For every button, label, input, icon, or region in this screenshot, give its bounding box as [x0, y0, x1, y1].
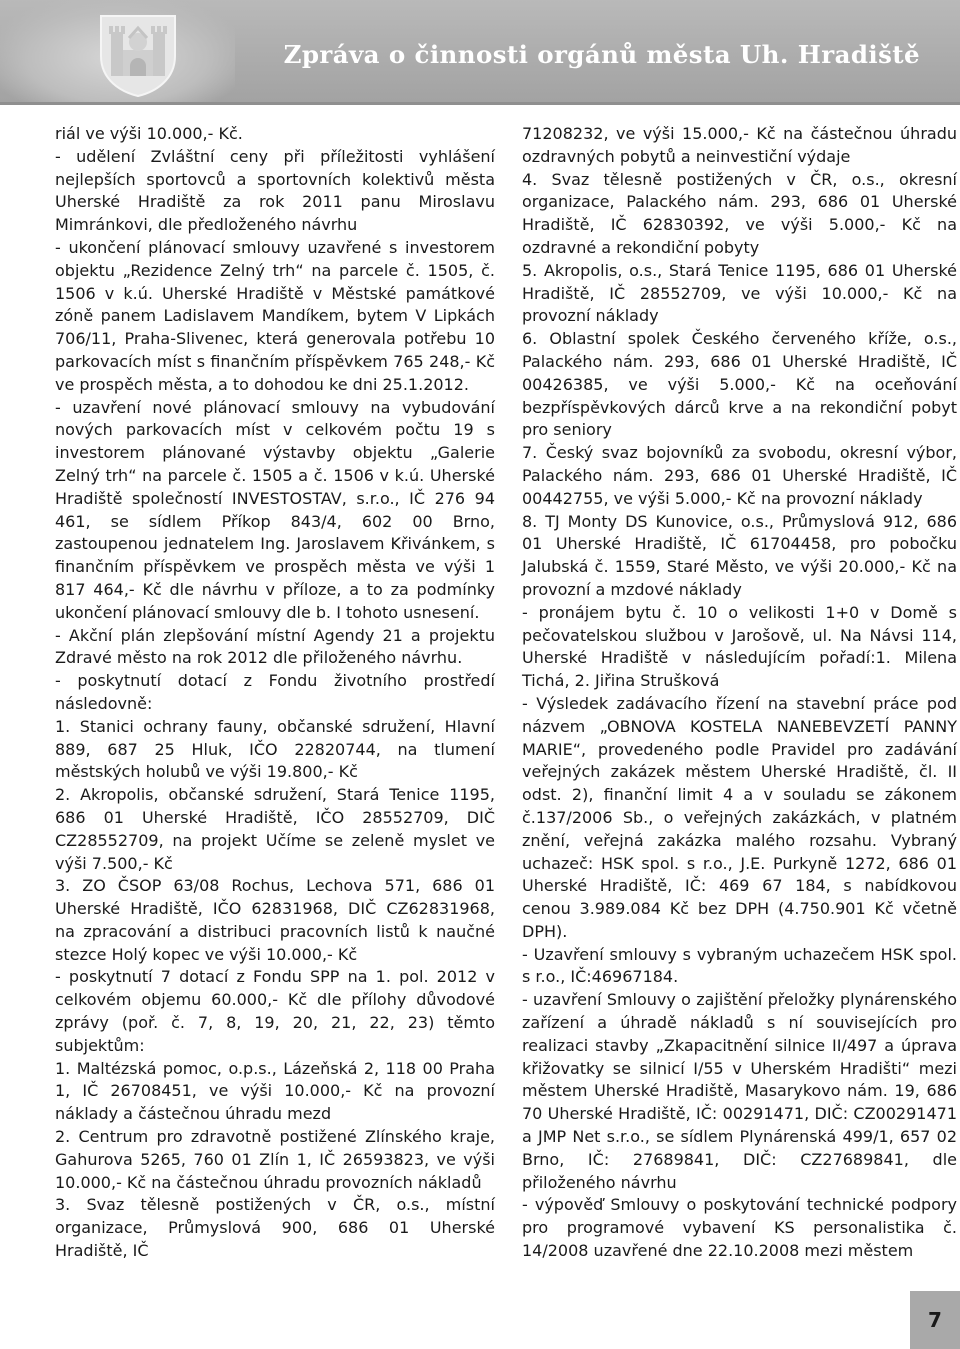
paragraph: - ukončení plánovací smlouvy uzavřené s investorem objektu „Rezidence Zelný trh“ na parcele č. 1505, č. 1506 v k.ú. Uherské Hradiště v Městské památkové zóně panem Ladislavem Mandíkem, bytem V Lipkách 706/11, Praha-Slivenec, která generovala potřebu 10 parkovacích míst s finančním příspěvkem 765 248,- Kč ve prospěch města, a to dohodou ke dni 25.1.2012. — [55, 237, 495, 394]
right-column — [522, 123, 957, 1263]
paragraph: 8. TJ Monty DS Kunovice, o.s., Průmyslová 912, 686 01 Uherské Hradiště, IČ 61704458, pro pobočku Jalubská č. 1559, Staré Město, ve výši 20.000,- Kč na provozní a mzdové náklady — [522, 511, 957, 599]
page-title: Zpráva o činnosti orgánů města Uh. Hradiště — [283, 40, 920, 69]
paragraph: 3. ZO ČSOP 63/08 Rochus, Lechova 571, 686 01 Uherské Hradiště, IČO 62831968, DIČ CZ62831968, na zpracování a distribuci pracovních listů k naučné stezce Holý kopec ve výši 10.000,- Kč — [55, 876, 495, 964]
paragraph: 2. Akropolis, občanské sdružení, Stará Tenice 1195, 686 01 Uherské Hradiště, IČO 28552709, DIČ CZ28552709, na projekt Učíme se zeleně myslet ve výši 7.500,- Kč — [55, 785, 495, 873]
paragraph: - uzavření Smlouvy o zajištění přeložky plynárenského zařízení a úhradě nákladů s ní souvisejících pro realizaci stavby „Zkapacitnění silnice II/497 a úprava křižovatky se silnicí I/55 v Uherském Hradišti“ mezi městem Uherské Hradiště, Masarykovo nám. 19, 686 70 Uherské Hradiště, IČ: 00291471, DIČ: CZ00291471 a JMP Net s.r.o., se sídlem Plynárenská 499/1, 657 02 Brno, IČ: 27689841, DIČ: CZ27689841, dle přiloženého návrhu — [522, 990, 957, 1192]
paragraph: - výpověď Smlouvy o poskytování technické podpory pro programové vybavení KS personalistika č. 14/2008 uzavřené dne 22.10.2008 mezi městem — [522, 1195, 957, 1261]
paragraph: 1. Stanici ochrany fauny, občanské sdružení, Hlavní 889, 687 25 Hluk, IČO 22820744, na tlumení městských holubů ve výši 19.800,- Kč — [55, 716, 495, 782]
paragraph: 71208232, ve výši 15.000,- Kč na částečnou úhradu ozdravných pobytů a neinvestiční výdaje — [522, 124, 957, 166]
paragraph: 5. Akropolis, o.s., Stará Tenice 1195, 686 01 Uherské Hradiště, IČ 28552709, ve výši 10.000,- Kč na provozní náklady — [522, 260, 957, 326]
paragraph: 2. Centrum pro zdravotně postižené Zlínského kraje, Gahurova 5265, 760 01 Zlín 1, IČ 26593823, ve výši 10.000,- Kč na částečnou úhradu provozních nákladů — [55, 1127, 495, 1192]
paragraph: 7. Český svaz bojovníků za svobodu, okresní výbor, Palackého nám. 293, 686 01 Uherské Hradiště, IČ 00442755, ve výši 5.000,- Kč na provozní náklady — [522, 443, 957, 508]
paragraph: 3. Svaz tělesně postižených v ČR, o.s., místní organizace, Průmyslová 900, 686 01 Uherské Hradiště, IČ — [55, 1195, 495, 1261]
paragraph: riál ve výši 10.000,- Kč. — [55, 124, 243, 143]
page-header — [0, 0, 960, 105]
paragraph: - poskytnutí dotací z Fondu životního prostředí následovně: — [55, 671, 495, 713]
paragraph: 4. Svaz tělesně postižených v ČR, o.s., okresní organizace, Palackého nám. 293, 686 01 Uherské Hradiště, IČ 62830392, ve výši 5.000,- Kč na ozdravné a rekondiční pobyty — [522, 169, 957, 257]
left-column — [55, 123, 495, 1263]
paragraph: - Výsledek zadávacího řízení na stavební práce pod názvem „OBNOVA KOSTELA NANEBEVZETÍ PANNY MARIE“, provedeného podle Pravidel pro zadávání veřejných zakázek městem Uherské Hradiště, čl. II odst. 2), finanční limit 4 a v souladu se zákonem č.137/2006 Sb., o veřejných zakázkách, v platném znění, veřejná zakázka malého rozsahu. Vybraný uchazeč: HSK spol. s r.o., J.E. Purkyně 1272, 686 01 Uherské Hradiště, IČ: 469 67 184, s nabídkovou cenou 3.989.084 Kč bez DPH (4.750.901 Kč včetně DPH). — [522, 693, 957, 941]
paragraph: - udělení Zvláštní ceny při příležitosti vyhlášení nejlepších sportovců a sportovních kolektivů města Uherské Hradiště za rok 2011 panu Miroslavu Mimránkovi, dle předloženého návrhu — [55, 146, 495, 235]
paragraph: - Uzavření smlouvy s vybraným uchazečem HSK spol. s r.o., IČ:46967184. — [522, 944, 957, 987]
town-coat-of-arms-icon — [95, 10, 181, 98]
paragraph: - pronájem bytu č. 10 o velikosti 1+0 v Domě s pečovatelskou službou v Jarošově, ul. Na Návsi 114, Uherské Hradiště v následujícím pořadí:1. Milena Tichá, 2. Jiřina Strušková — [522, 602, 957, 691]
paragraph: 6. Oblastní spolek Českého červeného kříže, o.s., Palackého nám. 293, 686 01 Uherské Hradiště, IČ 00426385, ve výši 5.000,- Kč na oceňování bezpříspěvkových dárců krve a na rekondiční pobyt pro seniory — [522, 329, 957, 440]
page-number: 7 — [910, 1291, 960, 1349]
paragraph: - poskytnutí 7 dotací z Fondu SPP na 1. pol. 2012 v celkovém objemu 60.000,- Kč dle přílohy důvodové zprávy (poř. č. 7, 8, 19, 20, 21, 22, 23) těmto subjektům: — [55, 967, 495, 1055]
paragraph: - uzavření nové plánovací smlouvy na vybudování nových parkovacích míst v celkovém počtu 19 s investorem plánované výstavby objektu „Galerie Zelný trh“ na parcele č. 1505 a č. 1506 v k.ú. Uherské Hradiště společností INVESTOSTAV, s.r.o., IČ 276 94 461, se sídlem Příkop 843/4, 602 00 Brno, zastoupenou jednatelem Ing. Jaroslavem Křivánkem, s finančním příspěvkem ve prospěch města ve výši 1 817 464,- Kč dle návrhu v příloze, a to za podmínky ukončení plánovací smlouvy dle b. I tohoto usnesení. — [55, 397, 495, 622]
paragraph: - Akční plán zlepšování místní Agendy 21 a projektu Zdravé město na rok 2012 dle přiloženého návrhu. — [55, 625, 495, 668]
paragraph: 1. Maltézská pomoc, o.p.s., Lázeňská 2, 118 00 Praha 1, IČ 26708451, ve výši 10.000,- Kč na provozní náklady a částečnou úhradu mezd — [55, 1058, 495, 1124]
